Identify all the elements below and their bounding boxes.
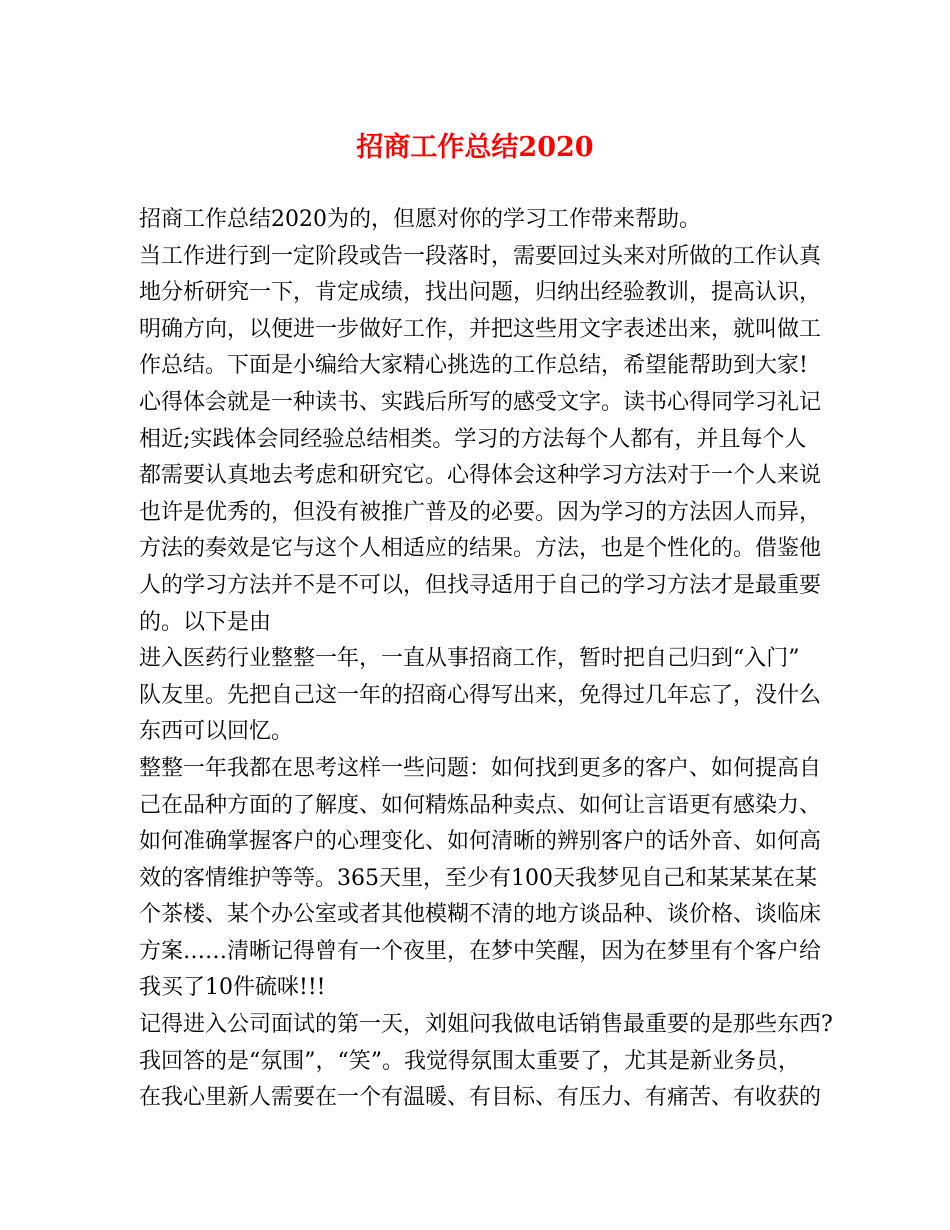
text-line: 明确方向，以便进一步做好工作，并把这些用文字表述出来，就叫做工 — [139, 316, 822, 342]
text-line: 在我心里新人需要在一个有温暖、有目标、有压力、有痛苦、有收获的 — [139, 1085, 822, 1111]
text-line: 方案……清晰记得曾有一个夜里，在梦中笑醒，因为在梦里有个客户给 — [139, 938, 822, 964]
text-line: 方法的奏效是它与这个人相适应的结果。方法，也是个性化的。借鉴他 — [139, 536, 822, 562]
text-line: 相近;实践体会同经验总结相类。学习的方法每个人都有，并且每个人 — [139, 426, 807, 452]
text-line: 进入医药行业整整一年，一直从事招商工作，暂时把自己归到“入门” — [139, 646, 800, 672]
text-line: 如何准确掌握客户的心理变化、如何清晰的辨别客户的话外音、如何高 — [139, 829, 822, 855]
text-line: 效的客情维护等等。365天里，至少有100天我梦见自己和某某某在某 — [139, 865, 817, 891]
text-line: 作总结。下面是小编给大家精心挑选的工作总结，希望能帮助到大家! — [139, 353, 808, 379]
text-line: 心得体会就是一种读书、实践后所写的感受文字。读书心得同学习礼记 — [139, 389, 822, 415]
text-line: 当工作进行到一定阶段或告一段落时，需要回过头来对所做的工作认真 — [139, 243, 822, 269]
text-line: 人的学习方法并不是不可以，但找寻适用于自己的学习方法才是最重要 — [139, 572, 822, 598]
text-line: 队友里。先把自己这一年的招商心得写出来，免得过几年忘了，没什么 — [139, 682, 822, 708]
text-line: 的。以下是由 — [139, 609, 272, 635]
text-line: 地分析研究一下，肯定成绩，找出问题，归纳出经验教训，提高认识， — [139, 280, 822, 306]
text-line: 个茶楼、某个办公室或者其他模糊不清的地方谈品种、谈价格、谈临床 — [139, 902, 822, 928]
text-line: 东西可以回忆。 — [139, 719, 294, 745]
text-line: 我回答的是“氛围”，“笑”。我觉得氛围太重要了，尤其是新业务员， — [139, 1048, 800, 1074]
text-line: 记得进入公司面试的第一天，刘姐问我做电话销售最重要的是那些东西? — [139, 1012, 833, 1038]
text-line: 整整一年我都在思考这样一些问题：如何找到更多的客户、如何提高自 — [139, 755, 822, 781]
text-line: 也许是优秀的，但没有被推广普及的必要。因为学习的方法因人而异， — [139, 499, 822, 525]
text-line: 我买了10件硫咪!!! — [139, 975, 326, 1001]
text-line: 己在品种方面的了解度、如何精炼品种卖点、如何让言语更有感染力、 — [139, 792, 822, 818]
text-line: 都需要认真地去考虑和研究它。心得体会这种学习方法对于一个人来说 — [139, 463, 822, 489]
document-body — [139, 202, 833, 1117]
document-title: 招商工作总结2020 — [356, 132, 594, 163]
text-line: 招商工作总结2020为的，但愿对你的学习工作带来帮助。 — [139, 207, 701, 232]
